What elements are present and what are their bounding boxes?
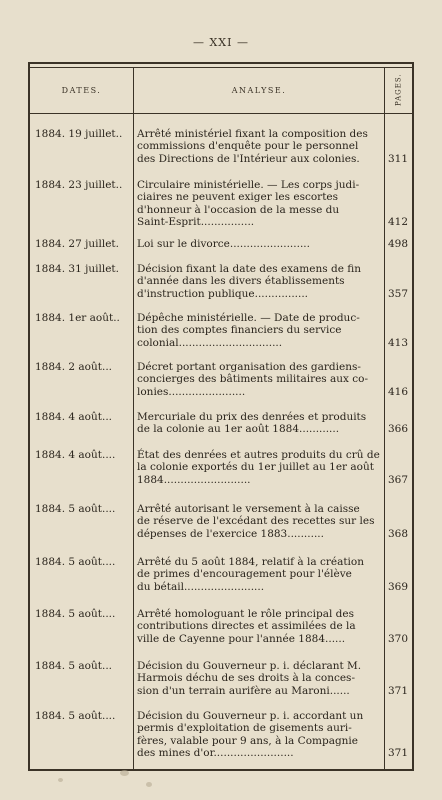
entry-page: 357 [387,287,408,300]
entry-date: 1884. 5 août.... [35,608,116,620]
analysis-line: commissions d'enquête pour le personnel [137,140,359,153]
analysis-line: Arrêté du 5 août 1884, relatif à la création [137,556,364,568]
analysis-line: de réserve de l'excédant des recettes sur les [137,515,375,528]
entry-analysis [137,312,385,349]
entry-page: 498 [387,238,408,250]
entry-analysis [137,263,385,300]
analysis-line: permis d'exploitation de gisements auri- [137,722,352,735]
analysis-line: ville de Cayenne pour l'année 1884...... [137,632,346,645]
entry-date: 1884. 5 août.... [35,710,116,722]
entry-page: 371 [387,684,408,697]
entry-date: 1884. 23 juillet.. [35,179,123,191]
analysis-line: d'instruction publique................ [137,287,309,300]
analysis-line: Loi sur le divorce........................ [137,238,310,250]
index-table [28,62,414,771]
analysis-line: concierges des bâtiments militaires aux co- [137,373,369,386]
entry-analysis [137,660,385,697]
entry-analysis [137,608,385,645]
analysis-line: Arrêté autorisant le versement à la caisse [137,503,360,515]
analysis-line: État des denrées et autres produits du crû de [137,449,380,461]
analysis-line: lonies....................... [137,385,246,398]
entry-analysis [137,503,385,540]
entry-date: 1884. 5 août... [35,660,112,672]
analysis-line: Décision du Gouverneur p. i. déclarant M. [137,660,362,672]
analysis-line: colonial............................... [137,336,283,349]
analysis-line: des Directions de l'Intérieur aux colonies. [137,152,360,165]
dates-column-divider [133,67,134,769]
analysis-line: d'année dans les divers établissements [137,275,345,288]
header-dates: DATES. [61,85,102,95]
entry-date: 1884. 31 juillet. [35,263,119,275]
analysis-line: Décret portant organisation des gardiens- [137,361,361,373]
analysis-line: Arrêté homologuant le rôle principal des [137,608,354,620]
analysis-line: Circulaire ministérielle. — Les corps judi- [137,179,360,191]
entry-date: 1884. 5 août.... [35,503,116,515]
analysis-line: Dépêche ministérielle. — Date de produc- [137,312,360,324]
entry-date: 1884. 4 août... [35,411,112,423]
analysis-line: de primes d'encouragement pour l'élève [137,568,352,581]
entry-date: 1884. 4 août.... [35,449,116,461]
analysis-line: fères, valable pour 9 ans, à la Compagnie [137,734,359,747]
analysis-line: Décision fixant la date des examens de fin [137,263,362,275]
entry-date: 1884. 1er août.. [35,312,120,324]
paper-stain [58,778,63,782]
entry-analysis [137,238,385,250]
analysis-line: Mercuriale du prix des denrées et produits [137,411,367,423]
analysis-line: Saint-Esprit................ [137,216,255,229]
entry-page: 412 [387,216,408,229]
entry-date: 1884. 2 août... [35,361,112,373]
analysis-line: dépenses de l'exercice 1883........... [137,527,324,540]
header-analyse: ANALYSE. [231,85,287,95]
header-pages: PAGES. [394,73,403,107]
analysis-line: des mines d'or........................ [137,747,294,760]
entry-analysis [137,449,385,486]
entry-page: 366 [387,423,408,436]
analysis-line: Harmois déchu de ses droits à la conces- [137,672,355,685]
entry-analysis [137,128,385,165]
analysis-line: 1884.......................... [137,473,251,486]
entry-analysis [137,411,385,436]
analysis-line: ciaires ne peuvent exiger les escortes [137,191,339,204]
header-rule [30,113,412,114]
entry-page: 371 [387,747,408,760]
analysis-line: Décision du Gouverneur p. i. accordant un [137,710,364,722]
entry-date: 1884. 19 juillet.. [35,128,123,140]
analysis-line: de la colonie au 1er août 1884............ [137,423,340,436]
entry-date: 1884. 27 juillet. [35,238,119,250]
paper-stain [120,770,129,776]
entry-analysis [137,710,385,760]
entry-page: 367 [387,473,408,486]
entry-page: 368 [387,527,408,540]
analysis-line: tion des comptes financiers du service [137,324,342,337]
analysis-line: du bétail........................ [137,580,265,593]
entry-analysis [137,556,385,593]
page-number: — XXI — [192,36,249,49]
analysis-line: contributions directes et assimilées de la [137,620,356,633]
entry-page: 416 [387,385,408,398]
entry-analysis [137,179,385,229]
analysis-line: la colonie exportés du 1er juillet au 1er août [137,461,374,474]
entry-date: 1884. 5 août.... [35,556,116,568]
entry-analysis [137,361,385,398]
entry-page: 370 [387,632,408,645]
analysis-line: sion d'un terrain aurifère au Maroni...... [137,684,350,697]
analysis-line: d'honneur à l'occasion de la messe du [137,203,340,216]
entry-page: 369 [387,580,408,593]
analysis-line: Arrêté ministériel fixant la composition des [137,128,368,140]
entry-page: 413 [387,336,408,349]
entry-page: 311 [387,152,408,165]
paper-stain [146,782,152,787]
